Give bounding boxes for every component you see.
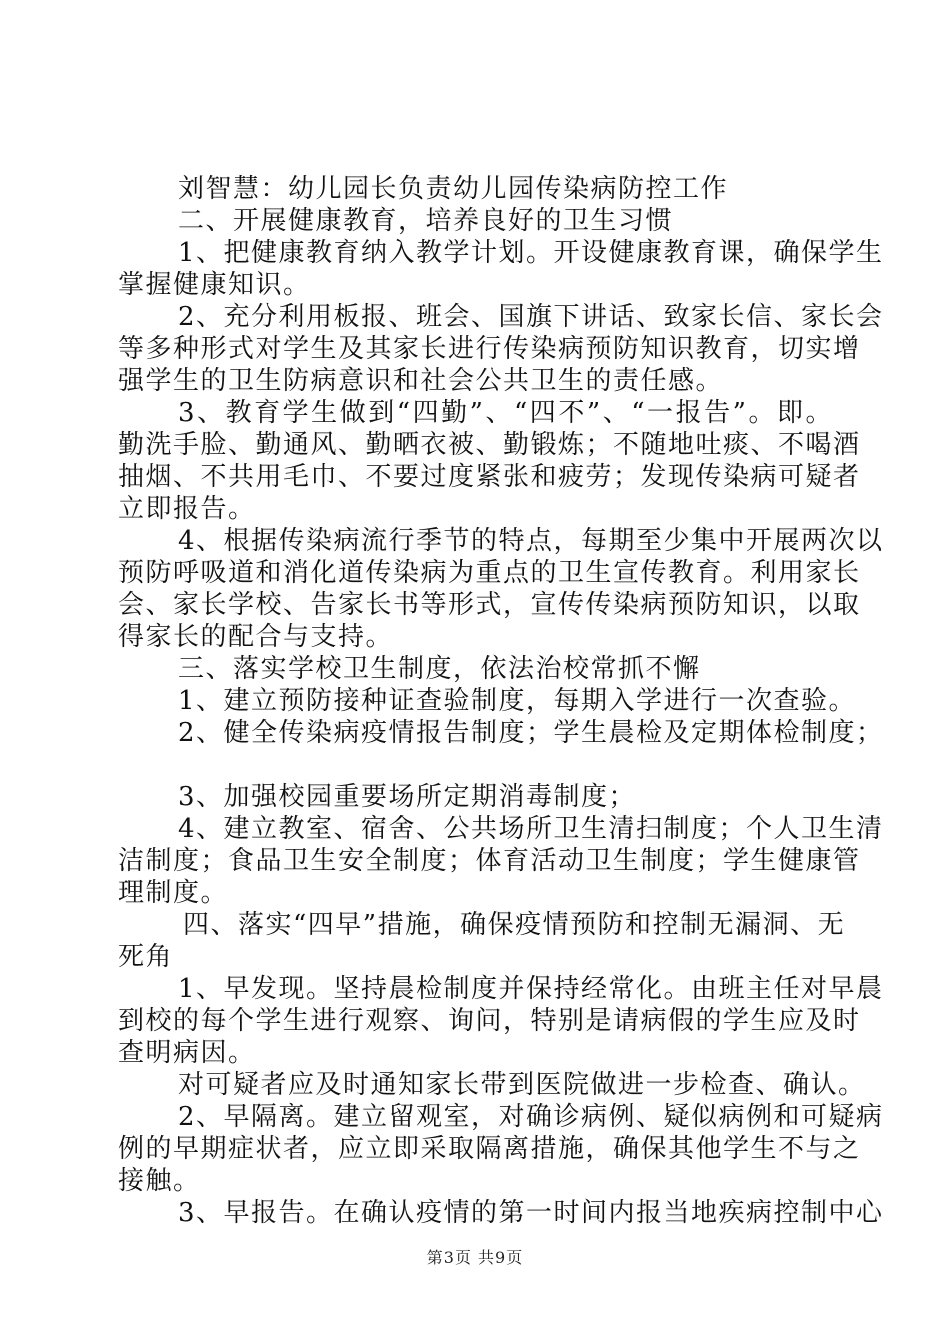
section-heading: 四、落实“四早”措施，确保疫情预防和控制无漏洞、无 xyxy=(183,910,846,940)
text-line: 掌握健康知识。 xyxy=(118,270,311,300)
text-line: 立即报告。 xyxy=(118,494,256,524)
page-number-footer: 第3页 共9页 xyxy=(426,1248,524,1267)
text-line: 1、把健康教育纳入教学计划。开设健康教育课，确保学生 xyxy=(178,238,884,268)
text-line: 4、根据传染病流行季节的特点，每期至少集中开展两次以 xyxy=(178,526,884,556)
section-heading: 三、落实学校卫生制度，依法治校常抓不懈 xyxy=(178,654,701,684)
text-line: 接触。 xyxy=(118,1166,201,1196)
text-line: 例的早期症状者，应立即采取隔离措施，确保其他学生不与之 xyxy=(118,1134,861,1164)
text-line: 到校的每个学生进行观察、询问，特别是请病假的学生应及时 xyxy=(118,1006,861,1036)
text-line: 对可疑者应及时通知家长带到医院做进一步检查、确认。 xyxy=(178,1070,866,1100)
text-line: 强学生的卫生防病意识和社会公共卫生的责任感。 xyxy=(118,366,724,396)
text-line: 抽烟、不共用毛巾、不要过度紧张和疲劳；发现传染病可疑者 xyxy=(118,462,861,492)
text-line: 得家长的配合与支持。 xyxy=(118,622,394,652)
text-line: 刘智慧：幼儿园长负责幼儿园传染病防控工作 xyxy=(178,174,729,204)
text-line: 3、加强校园重要场所定期消毒制度； xyxy=(178,782,637,812)
text-line: 会、家长学校、告家长书等形式，宣传传染病预防知识，以取 xyxy=(118,590,861,620)
section-heading: 死角 xyxy=(118,942,174,972)
text-line: 1、建立预防接种证查验制度，每期入学进行一次查验。 xyxy=(178,686,857,716)
text-line: 2、健全传染病疫情报告制度；学生晨检及定期体检制度； xyxy=(178,718,884,748)
text-line: 等多种形式对学生及其家长进行传染病预防知识教育，切实增 xyxy=(118,334,861,364)
text-line: 洁制度；食品卫生安全制度；体育活动卫生制度；学生健康管 xyxy=(118,846,861,876)
section-heading: 二、开展健康教育，培养良好的卫生习惯 xyxy=(178,206,674,236)
text-line: 2、充分利用板报、班会、国旗下讲话、致家长信、家长会 xyxy=(178,302,884,332)
text-line: 2、早隔离。建立留观室，对确诊病例、疑似病例和可疑病 xyxy=(178,1102,884,1132)
text-line: 1、早发现。坚持晨检制度并保持经常化。由班主任对早晨 xyxy=(178,974,884,1004)
text-line: 3、早报告。在确认疫情的第一时间内报当地疾病控制中心 xyxy=(178,1198,884,1228)
text-line: 3、教育学生做到“四勤”、“四不”、“一报告”。即。 xyxy=(178,398,833,428)
text-line: 查明病因。 xyxy=(118,1038,256,1068)
text-line: 4、建立教室、宿舍、公共场所卫生清扫制度；个人卫生清 xyxy=(178,814,884,844)
text-line: 理制度。 xyxy=(118,878,229,908)
text-line: 勤洗手脸、勤通风、勤晒衣被、勤锻炼；不随地吐痰、不喝酒 xyxy=(118,430,861,460)
text-line: 预防呼吸道和消化道传染病为重点的卫生宣传教育。利用家长 xyxy=(118,558,861,588)
